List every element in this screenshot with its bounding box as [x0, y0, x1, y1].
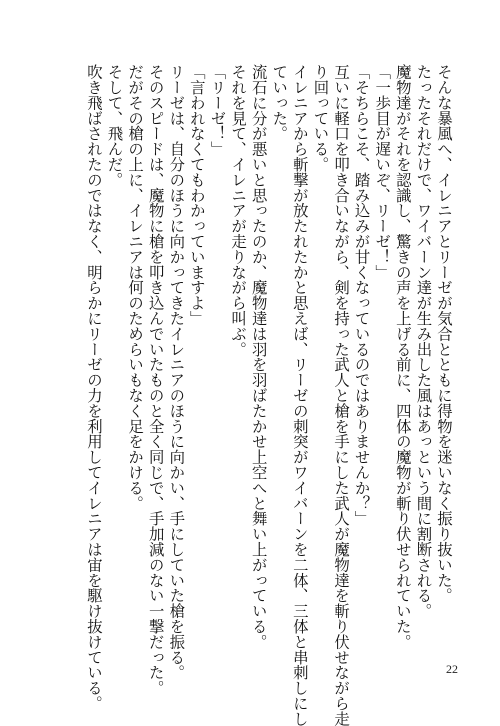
text-line: ていった。: [270, 64, 289, 141]
text-line: そして、飛んだ。: [105, 64, 124, 188]
text-line: だがその槍の上に、イレニアは何のためらいもなく足をかける。: [126, 64, 145, 511]
text-line: 「そちらこそ、踏み込みが甘くなっているのではありませんか？」: [352, 64, 371, 526]
text-line: そんな暴風へ、イレニアとリーゼが気合とともに得物を迷いなく振り抜いた。: [435, 64, 453, 603]
text-line: 吹き飛ばされたのではなく、明らかにリーゼの力を利用してイレニアは宙を駆け抜けている。: [84, 64, 103, 711]
text-line: 魔物達がそれを認識し、驚きの声を上げる前に、四体の魔物が斬り伏せられていた。: [393, 64, 412, 650]
text-line: 互いに軽口を叩き合いながら、剣を持った武人と槍を手にした武人が魔物達を斬り伏せながら走: [332, 64, 351, 726]
text-line: 「言われなくてもわかっていますよ」: [187, 64, 206, 326]
text-line: リーゼは、自分のほうに向かってきたイレニアのほうに向かい、手にしていた槍を振る。: [167, 64, 186, 680]
text-line: 流石に分が悪いと思ったのか、魔物達は羽を羽ばたかせ上空へと舞い上がっている。: [249, 64, 268, 650]
page-number: 22: [446, 662, 458, 676]
text-line: それを見て、イレニアが走りながら叫ぶ。: [229, 64, 248, 357]
text-line: そのスピードは、魔物に槍を叩き込んでいたものと全く同じで、手加減のない一撃だった。: [146, 64, 165, 696]
text-line: 「リーゼ！」: [208, 64, 227, 157]
text-line: たったそれだけで、ワイバーン達が生み出した風はあっという間に割断される。: [414, 64, 433, 619]
text-line: 「一歩目が遅いぞ、リーゼ！」: [373, 64, 392, 280]
text-line: り回っている。: [311, 64, 330, 172]
text-line: イレニアから斬撃が放たれたかと思えば、リーゼの刺突がワイバーンを二体、三体と串刺しにし: [290, 64, 309, 726]
